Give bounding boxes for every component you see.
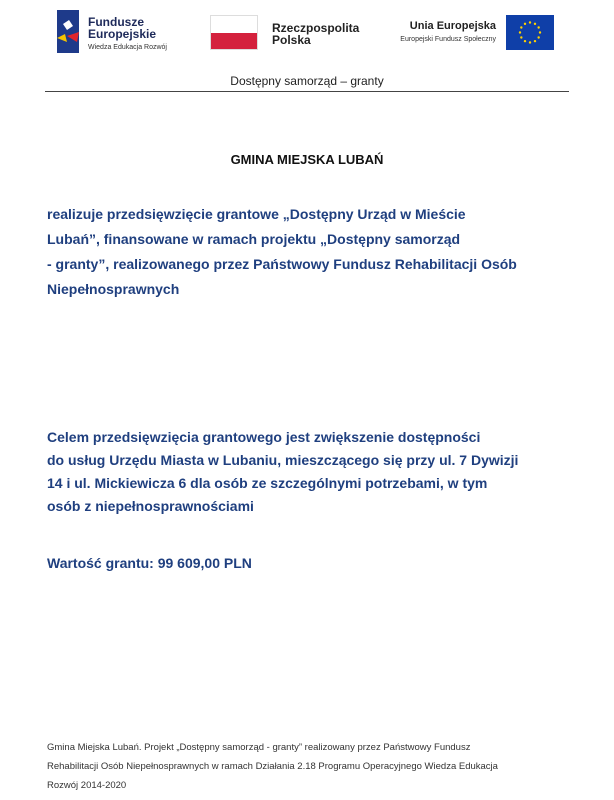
star-icon (534, 23, 536, 25)
logo-title: Unia Europejska (409, 20, 496, 32)
text-line: Rehabilitacji Osób Niepełnosprawnych w ramach Działania 2.18 Programu Operacyjnego Wiedza Edukacja (47, 761, 498, 772)
star-icon (524, 40, 526, 42)
polish-flag-icon (210, 15, 258, 50)
text-line: Lubań”, finansowane w ramach projektu „Dostępny samorząd (47, 231, 461, 247)
intro-paragraph (47, 202, 517, 302)
star-icon (519, 31, 521, 33)
star-icon (537, 26, 539, 28)
rzeczpospolita-polska-text (272, 22, 359, 46)
star-icon (537, 36, 539, 38)
document-title: GMINA MIEJSKA LUBAŃ (230, 152, 384, 167)
text-line: Niepełnosprawnych (47, 281, 180, 297)
text-line: realizuje przedsięwzięcie grantowe „Dostępny Urząd w Mieście (47, 206, 466, 222)
text-line: osób z niepełnosprawnościami (47, 498, 254, 514)
logo-title: Fundusze (88, 15, 144, 29)
text-line: Gmina Miejska Lubań. Projekt „Dostępny samorząd - granty” realizowany przez Państwowy Fundusz (47, 742, 471, 753)
grant-value: Wartość grantu: 99 609,00 PLN (47, 555, 252, 571)
logo-subtitle: Europejski Fundusz Społeczny (400, 36, 496, 43)
text-line: Rozwój 2014-2020 (47, 780, 127, 791)
star-icon (529, 41, 531, 43)
logo-title: Polska (272, 33, 311, 47)
logo-subtitle: Wiedza Edukacja Rozwój (88, 44, 167, 51)
text-line: do usług Urzędu Miasta w Lubaniu, mieszczącego się przy ul. 7 Dywizji (47, 452, 519, 468)
star-icon (534, 40, 536, 42)
logo-title: Europejskie (88, 27, 157, 41)
header-divider (45, 91, 569, 92)
logo-title: Rzeczpospolita (272, 21, 360, 35)
star-icon (520, 26, 522, 28)
star-icon (524, 23, 526, 25)
text-line: Celem przedsięwzięcia grantowego jest zwiększenie dostępności (47, 429, 481, 445)
unia-europejska-text (370, 20, 496, 46)
header-title: Dostępny samorząd – granty (230, 74, 384, 88)
star-icon (539, 31, 541, 33)
fundusze-europejskie-logo (57, 10, 79, 53)
text-line: 14 i ul. Mickiewicza 6 dla osób ze szczególnymi potrzebami, w tym (47, 475, 488, 491)
fundusze-europejskie-text (88, 16, 167, 54)
footer-note (47, 738, 498, 795)
star-icon (520, 36, 522, 38)
text-line: - granty”, realizowanego przez Państwowy Fundusz Rehabilitacji Osób (47, 256, 517, 272)
eu-flag-icon (506, 15, 554, 50)
star-icon (529, 21, 531, 23)
goal-paragraph (47, 426, 518, 518)
